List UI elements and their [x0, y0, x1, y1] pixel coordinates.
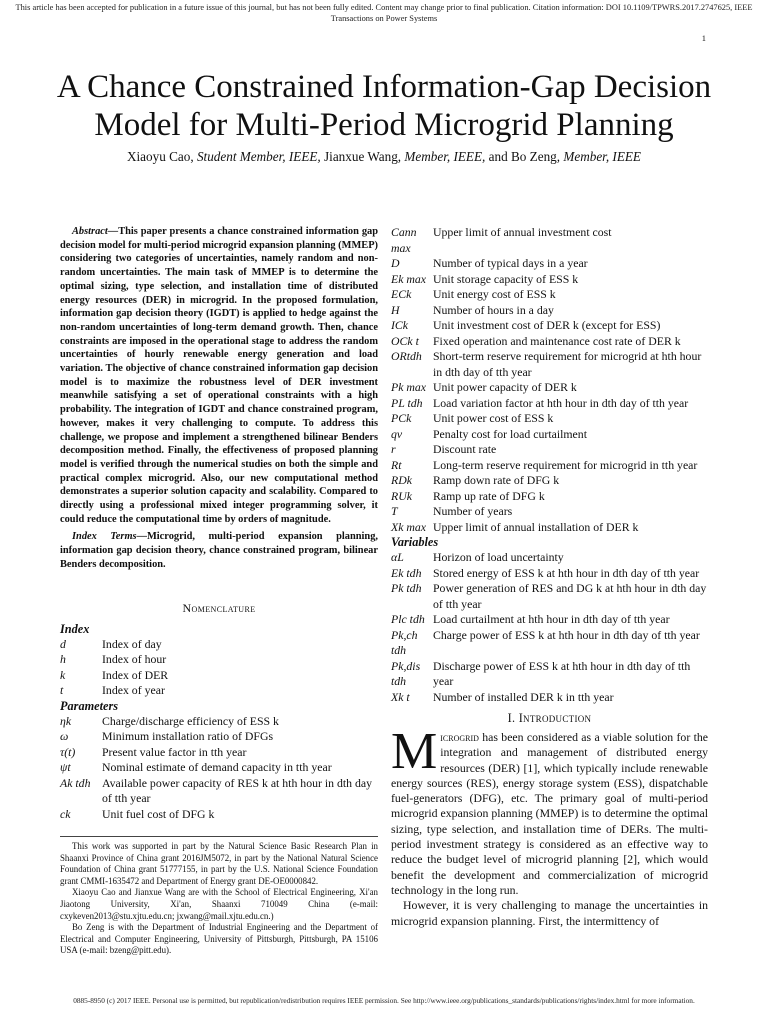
variables-list — [391, 550, 708, 705]
author-role: Student Member, IEEE, — [196, 149, 321, 164]
definition: Fixed operation and maintenance cost rate of DER k — [433, 333, 681, 348]
symbol: ω — [60, 729, 69, 744]
symbol: Pk tdh — [391, 581, 422, 595]
definition: Discount rate — [433, 442, 497, 456]
title-line-2: Model for Multi-Period Microgrid Planning — [94, 107, 674, 143]
definition: Discharge power of ESS k at hth hour in dth day of tth year — [433, 658, 691, 688]
author-name: Jianxue Wang, — [324, 149, 402, 164]
definition: Unit energy cost of ESS k — [433, 287, 556, 301]
index-subheading: Index — [60, 621, 90, 636]
affiliation-footnote: Xiaoyu Cao and Jianxue Wang are with the School of Electrical Engineering, Xi'an Jiaotong University, Xi'an, Shaanxi 710049 China (e-mail: cxykeven2013@stu.xjtu.edu.cn; jxwang@mail.xjtu.edu.cn.) — [60, 887, 378, 921]
section-title: Introduction — [518, 711, 592, 725]
definition: Stored energy of ESS k at hth hour in dth day of tth year — [433, 565, 700, 580]
symbol: H — [391, 302, 400, 317]
definition: Present value factor in tth year — [102, 744, 247, 759]
parameters-list-right — [391, 225, 708, 535]
symbol: Pk max — [391, 380, 427, 394]
abstract-text: This paper presents a chance constrained information gap decision model for multi-period microgrid expansion planning (MMEP) considering two categories of uncertainties, namely random and non-random uncertainties. The main task of MMEP is to determine the optimal sizing, type selection, and installation time of distributed energy resources (DER) in microgrid. In the proposed formulation, information gap decision theory (IGDT) is applied to hedge against the non-random uncertainties of long-term demand growth. Then, chance constraints are imposed in the operational stage to address the random uncertainties of hourly renewable energy generation and load variation. The objective of chance constrained information gap decision model is to maximize the robustness level of DER investment meanwhile satisfying a set of operational constraints with a high probability. The integration of IGDT and chance constrained program, however, makes it very challenging to compute. To address this challenge, we propose and implement a strengthened bilinear Benders decomposition method. Finally, the effectiveness of proposed planning model is verified through the numerical studies on both the simple and practical complex microgrid. Also, our new computational method demonstrates a superior solution capacity and scalability. Compared to directly using a professional mixed integer programming solver, it could reduce the computational time by orders of magnitude. — [60, 226, 378, 525]
symbol: ICk — [391, 318, 409, 332]
paper-title — [0, 68, 768, 144]
nomenclature-row — [391, 349, 708, 380]
definition: Horizon of load uncertainty — [433, 550, 564, 564]
nomenclature-row — [391, 612, 708, 628]
definition: Minimum installation ratio of DFGs — [102, 729, 274, 744]
author-name: Xiaoyu Cao, — [126, 149, 194, 164]
definition: Number of years — [433, 504, 513, 518]
symbol: Xk t — [391, 689, 410, 704]
index-terms-text: Microgrid, multi-period expansion planning, information gap decision theory, chance constrained program, bilinear Benders decomposition. — [60, 531, 378, 570]
nomenclature-row — [391, 427, 708, 443]
nomenclature-row — [60, 652, 378, 668]
symbol: PL tdh — [391, 395, 423, 410]
symbol: t — [60, 683, 64, 698]
definition: Power generation of RES and DG k at hth hour in dth day of tth year — [433, 581, 707, 611]
nomenclature-row — [391, 581, 708, 612]
nomenclature-row — [391, 550, 708, 566]
abstract — [60, 225, 378, 526]
symbol: r — [391, 442, 396, 456]
intro-paragraph-2: However, it is very challenging to manage the uncertainties in microgrid expansion planning. First, the intermittency of — [391, 898, 708, 928]
nomenclature-row — [391, 442, 708, 458]
symbol: Pk,ch tdh — [391, 627, 418, 657]
definition: Ramp down rate of DFG k — [433, 473, 560, 487]
nomenclature-row — [391, 272, 708, 288]
definition: Number of installed DER k in tth year — [433, 689, 614, 704]
index-terms — [60, 530, 378, 571]
definition: Unit investment cost of DER k (except for ESS) — [433, 318, 661, 332]
nomenclature-heading: Nomenclature — [182, 600, 256, 615]
definition: Charge power of ESS k at hth hour in dth day of tth year — [433, 627, 700, 642]
symbol: ηk — [60, 713, 72, 728]
nomenclature-row — [60, 714, 378, 730]
definition: Unit power capacity of DER k — [433, 380, 577, 394]
symbol: αL — [391, 550, 404, 564]
nomenclature-row — [391, 303, 708, 319]
symbol: Pk,dis tdh — [391, 658, 421, 688]
nomenclature-row — [60, 683, 378, 699]
nomenclature-row — [391, 287, 708, 303]
author-name: and Bo Zeng, — [488, 149, 561, 164]
definition: Penalty cost for load curtailment — [433, 426, 587, 441]
author-role: Member, IEEE — [563, 149, 641, 164]
parameters-list-left — [60, 714, 378, 823]
definition: Short-term reserve requirement for microgrid at hth hour in dth day of tth year — [433, 349, 702, 379]
symbol: Xk max — [391, 519, 427, 534]
page-number: 1 — [701, 33, 706, 43]
symbol: τ(t) — [60, 744, 76, 759]
definition: Unit power cost of ESS k — [433, 411, 554, 425]
nomenclature-row — [391, 256, 708, 272]
definition: Ramp up rate of DFG k — [433, 488, 545, 503]
affiliation-footnote: Bo Zeng is with the Department of Industrial Engineering and the Department of Electrical and Computer Engineering, University of Pittsburgh, Pittsburgh, PA 15106 USA (e-mail: bzeng@pitt.edu). — [60, 922, 378, 956]
definition: Index of day — [102, 636, 162, 651]
index-list — [60, 637, 378, 699]
footnote-divider — [60, 836, 378, 837]
symbol: Rt — [391, 457, 402, 472]
nomenclature-row — [391, 520, 708, 536]
nomenclature-row — [391, 396, 708, 412]
nomenclature-row — [391, 489, 708, 505]
definition: Unit storage capacity of ESS k — [433, 271, 579, 286]
definition: Number of hours in a day — [433, 302, 554, 317]
symbol: Ek max — [391, 271, 427, 286]
author-role: Member, IEEE, — [404, 149, 486, 164]
right-column — [391, 225, 708, 929]
section-number: I. — [507, 711, 516, 725]
definition: Nominal estimate of demand capacity in tth year — [102, 760, 332, 775]
symbol: d — [60, 636, 66, 651]
symbol: Cann max — [391, 225, 417, 255]
abstract-label: Abstract— — [72, 226, 119, 237]
nomenclature-row — [60, 668, 378, 684]
symbol: h — [60, 652, 66, 667]
nomenclature-row — [60, 807, 378, 823]
definition: Index of year — [102, 683, 165, 698]
definition: Charge/discharge efficiency of ESS k — [102, 713, 279, 728]
nomenclature-row — [391, 380, 708, 396]
definition: Load curtailment at hth hour in dth day of tth year — [433, 612, 670, 626]
symbol: Ek tdh — [391, 565, 422, 580]
symbol: qv — [391, 426, 403, 441]
symbol: RDk — [391, 473, 412, 487]
nomenclature-row — [60, 760, 378, 776]
variables-subheading: Variables — [391, 535, 439, 549]
symbol: ck — [60, 806, 71, 821]
symbol: PCk — [391, 411, 412, 425]
definition: Index of hour — [102, 652, 167, 667]
nomenclature-row — [391, 566, 708, 582]
nomenclature-row — [391, 318, 708, 334]
nomenclature-row — [60, 745, 378, 761]
nomenclature-row — [60, 637, 378, 653]
parameters-subheading: Parameters — [60, 698, 119, 713]
nomenclature-row — [391, 225, 708, 256]
nomenclature-row — [391, 690, 708, 706]
nomenclature-row — [60, 776, 378, 807]
symbol: ORtdh — [391, 349, 422, 363]
symbol: ψt — [60, 760, 71, 775]
definition: Index of DER — [102, 667, 169, 682]
drop-cap: M — [391, 723, 438, 780]
title-line-1: A Chance Constrained Information-Gap Decision — [56, 69, 712, 105]
intro-text: has been considered as a viable solution for the integration and management of distributed energy resources (DER) [1], which typically include renewable energy sources (RES), energy storage system (ESS), dispatchable fuel-generators (DFG), etc. The primary goal of multi-period microgrid expansion planning (MMEP) is to determine the optimal sizing, type selection, and installation time of DERs. The multi-period investment strategy is considered as an effective way to reduce the budget level of microgrid planning [2], which would benefit the development and commercialization of microgrid technology in the long run. — [391, 730, 708, 897]
symbol: RUk — [391, 488, 412, 503]
index-terms-label: Index Terms— — [72, 531, 147, 543]
definition: Upper limit of annual installation of DER k — [433, 519, 639, 534]
symbol: D — [391, 256, 400, 270]
author-list — [0, 149, 768, 165]
copyright-footer: 0885-8950 (c) 2017 IEEE. Personal use is permitted, but republication/redistribution requires IEEE permission. See http://www.ieee.org/publications_standards/publications/rights/index.html for more information. — [73, 996, 695, 1005]
intro-paragraph-1 — [391, 723, 708, 898]
intro-first-word: icrogrid — [440, 730, 479, 744]
introduction-heading — [391, 711, 708, 726]
nomenclature-row — [391, 411, 708, 427]
symbol: Plc tdh — [391, 612, 425, 626]
symbol: ECk — [391, 287, 412, 301]
symbol: k — [60, 667, 66, 682]
nomenclature-row — [391, 458, 708, 474]
definition: Upper limit of annual investment cost — [433, 225, 612, 239]
symbol: Ak tdh — [60, 775, 91, 790]
left-column — [60, 225, 378, 957]
symbol: T — [391, 504, 398, 518]
nomenclature-row — [391, 504, 708, 520]
definition: Available power capacity of RES k at hth hour in dth day of tth year — [102, 775, 373, 806]
nomenclature-row — [60, 729, 378, 745]
publication-notice: This article has been accepted for publication in a future issue of this journal, but has not been fully edited. Content may change prior to final publication. Citation information: DOI 10.1109/TPWRS.2017.2747625, IEEE Transactions on Power Systems — [15, 3, 753, 23]
nomenclature-row — [391, 628, 708, 659]
nomenclature-row — [391, 473, 708, 489]
nomenclature-row — [391, 334, 708, 350]
symbol: OCk t — [391, 333, 419, 348]
definition: Unit fuel cost of DFG k — [102, 806, 215, 821]
definition: Load variation factor at hth hour in dth day of tth year — [433, 395, 689, 410]
nomenclature-row — [391, 659, 708, 690]
funding-footnote: This work was supported in part by the Natural Science Basic Research Plan in Shaanxi Province of China grant 2016JM5072, in part by the National Natural Science Foundation of China grant 51777155, in part by the U.S. National Science Foundation grant CMMI-1635472 and Department of Energy grant DE-OE0000842. — [60, 841, 378, 886]
definition: Long-term reserve requirement for microgrid in tth year — [433, 457, 698, 472]
definition: Number of typical days in a year — [433, 256, 588, 270]
